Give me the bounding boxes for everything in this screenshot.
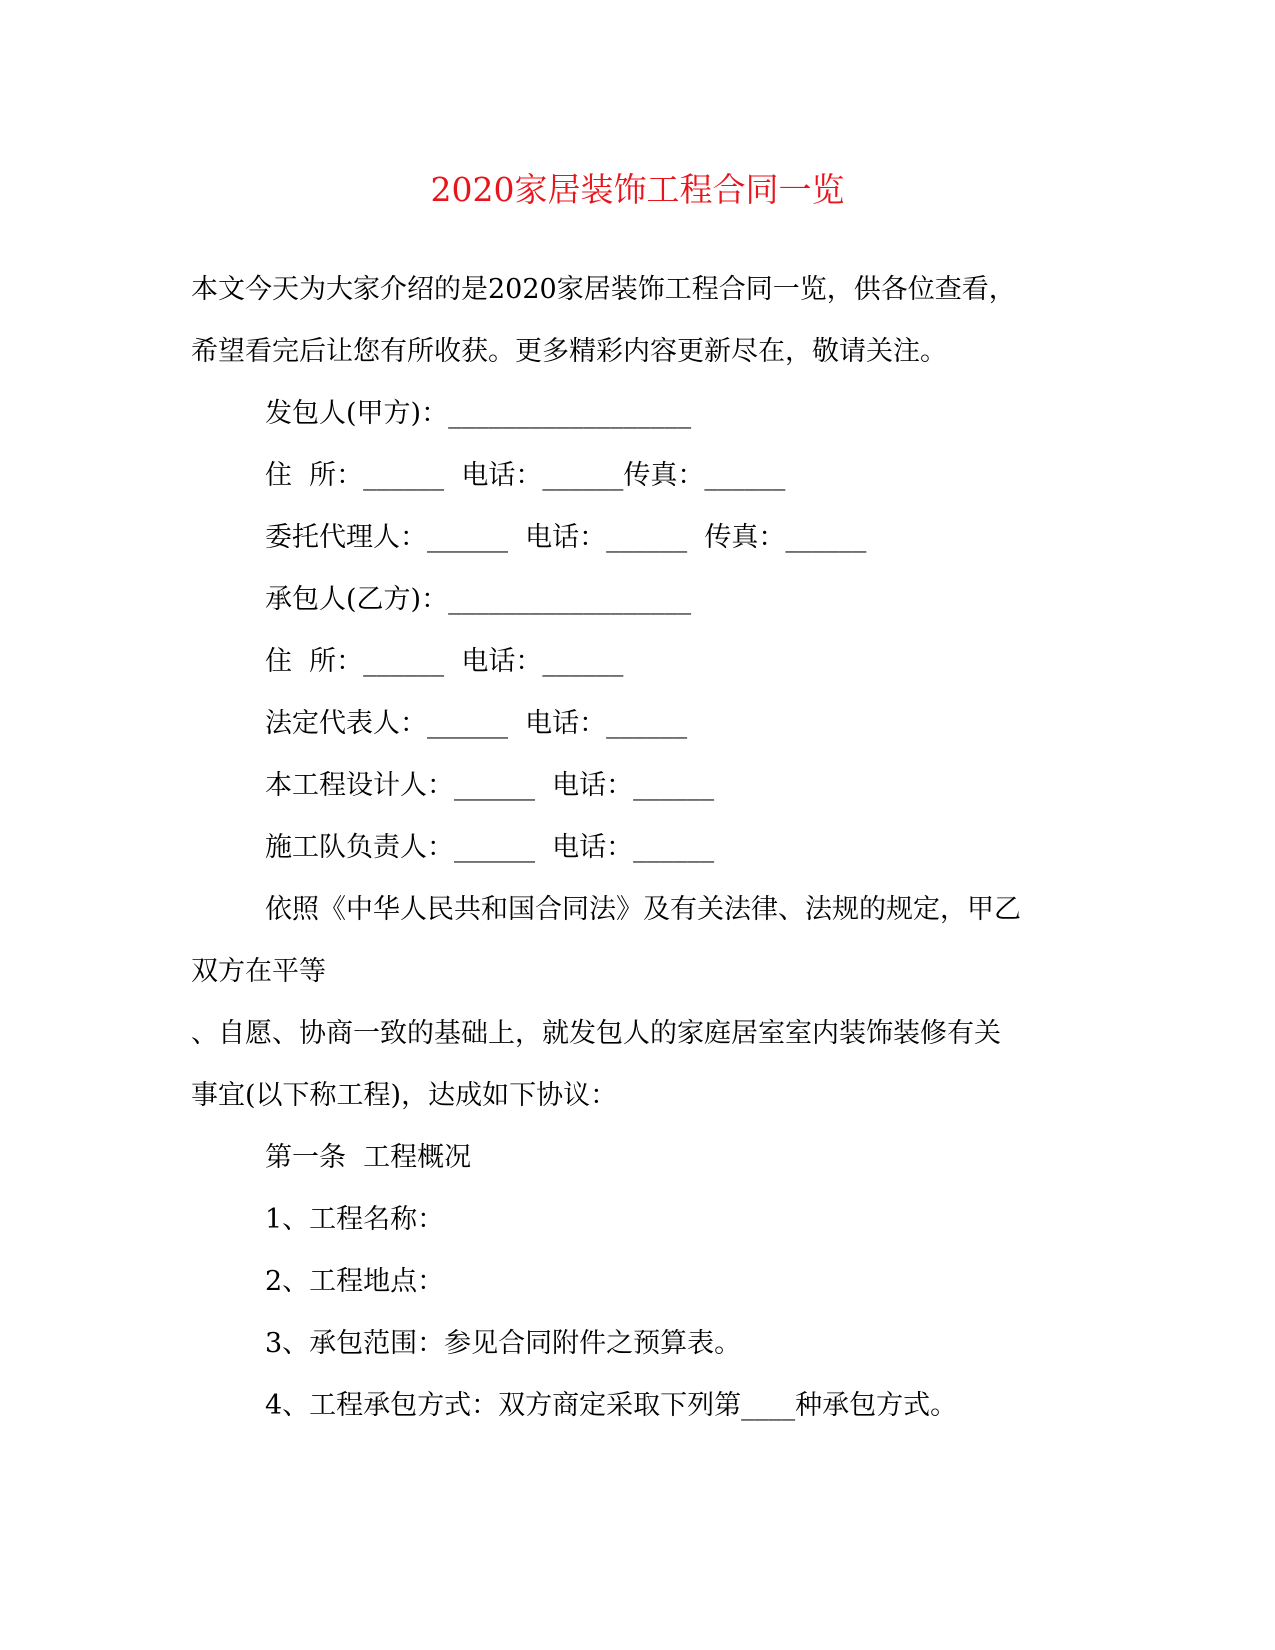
legal-basis-line-2: 双方在平等: [191, 956, 326, 987]
clause-project-name: 1、工程名称：: [265, 1204, 445, 1235]
legal-rep-line: 法定代表人：______ 电话：______: [265, 708, 688, 739]
legal-basis-line-3: 、自愿、协商一致的基础上，就发包人的家庭居室室内装饰装修有关: [191, 1018, 1001, 1049]
party-a-line: 发包人(甲方)：__________________: [265, 398, 692, 429]
clause-scope: 3、承包范围：参见合同附件之预算表。: [265, 1328, 742, 1359]
legal-basis-line-1: 依照《中华人民共和国合同法》及有关法律、法规的规定，甲乙: [265, 894, 1021, 925]
document-title: 2020家居装饰工程合同一览: [430, 170, 845, 209]
clause-contract-mode: 4、工程承包方式：双方商定采取下列第____种承包方式。: [265, 1390, 958, 1421]
legal-basis-line-4: 事宜(以下称工程)，达成如下协议：: [191, 1080, 618, 1111]
clause-project-location: 2、工程地点：: [265, 1266, 445, 1297]
party-a-address-line: 住 所：______ 电话：______传真：______: [265, 460, 786, 491]
party-b-line: 承包人(乙方)：__________________: [265, 584, 692, 615]
designer-line: 本工程设计人：______ 电话：______: [265, 770, 715, 801]
article-1-heading: 第一条 工程概况: [265, 1142, 472, 1173]
intro-line-1: 本文今天为大家介绍的是2020家居装饰工程合同一览，供各位查看，: [191, 274, 1016, 305]
intro-line-2: 希望看完后让您有所收获。更多精彩内容更新尽在，敬请关注。: [191, 336, 947, 367]
party-a-agent-line: 委托代理人：______ 电话：______ 传真：______: [265, 522, 867, 553]
party-b-address-line: 住 所：______ 电话：______: [265, 646, 624, 677]
team-leader-line: 施工队负责人：______ 电话：______: [265, 832, 715, 863]
